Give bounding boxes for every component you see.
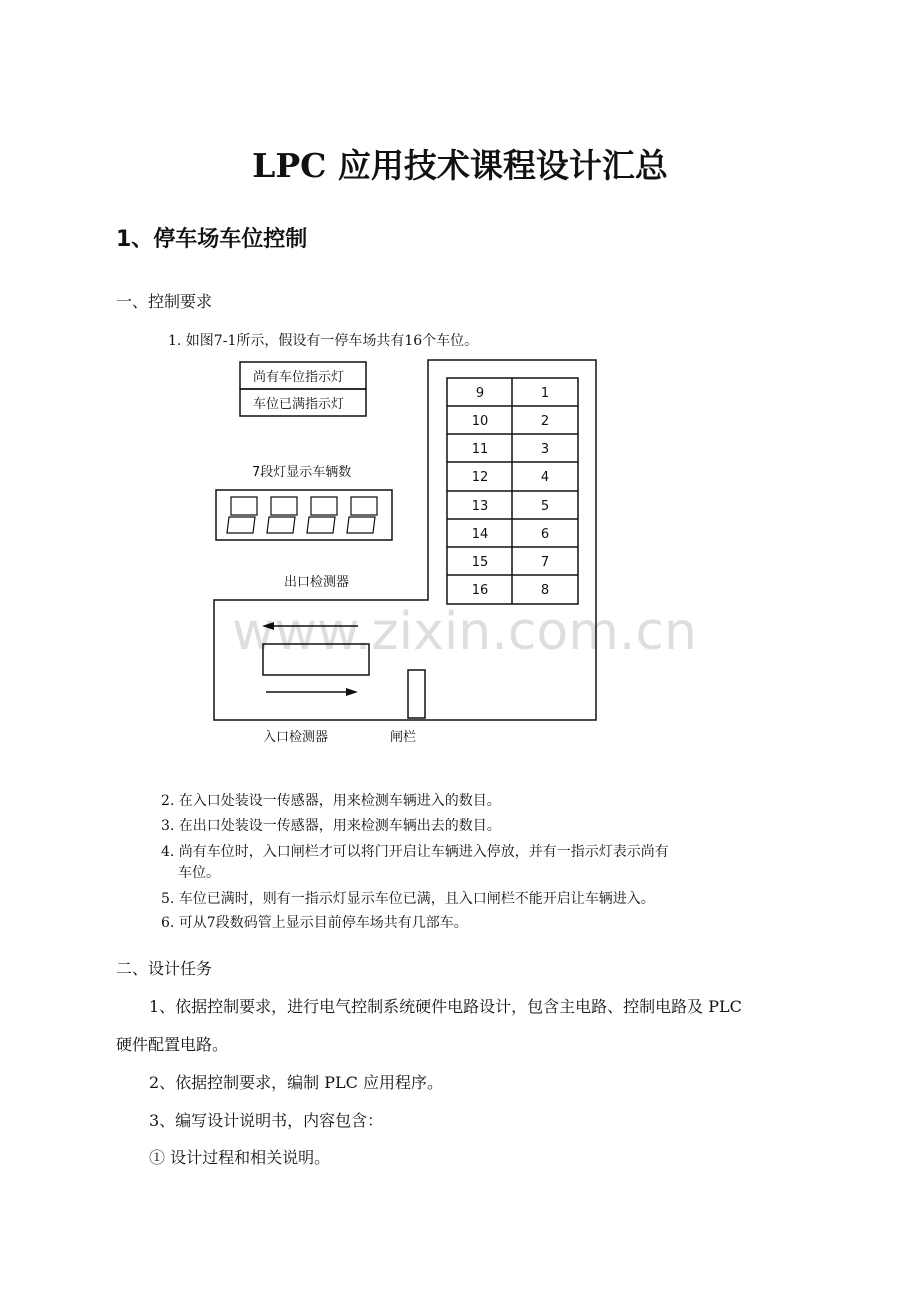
slot-number: 14 xyxy=(471,527,489,542)
entry-arrow-head xyxy=(346,688,358,696)
slot-number: 11 xyxy=(471,442,489,457)
slot-number: 5 xyxy=(540,499,550,514)
watermark: www.zixin.com.cn xyxy=(232,602,697,662)
slot-number: 7 xyxy=(540,555,550,570)
digit-1 xyxy=(227,497,257,533)
gate-label: 闸栏 xyxy=(390,730,417,745)
digit-3 xyxy=(307,497,337,533)
display-label: 7段灯显示车辆数 xyxy=(252,465,352,480)
requirement-3: 3. 在出口处装设一传感器，用来检测车辆出去的数目。 xyxy=(161,818,501,834)
digit-2 xyxy=(267,497,297,533)
slot-number: 6 xyxy=(540,527,550,542)
parking-slot-grid xyxy=(447,378,578,604)
slot-number: 9 xyxy=(475,386,485,401)
task-2: 2、依据控制要求，编制 PLC 应用程序。 xyxy=(149,1073,443,1092)
document-title: LPC 应用技术课程设计汇总 xyxy=(252,146,668,185)
part2-heading: 二、设计任务 xyxy=(116,959,213,978)
indicator-full-label: 车位已满指示灯 xyxy=(253,397,345,412)
requirement-1: 1. 如图7-1所示，假设有一停车场共有16个车位。 xyxy=(168,333,479,349)
slot-number: 16 xyxy=(471,583,489,598)
task-1: 1、依据控制要求，进行电气控制系统硬件电路设计，包含主电路、控制电路及 PLC xyxy=(149,997,742,1016)
entry-detector-label: 入口检测器 xyxy=(263,730,329,745)
digit-4 xyxy=(347,497,377,533)
task-3: 3、编写设计说明书，内容包含： xyxy=(149,1111,384,1130)
requirement-2: 2. 在入口处装设一传感器，用来检测车辆进入的数目。 xyxy=(161,793,501,809)
gate-bar xyxy=(408,670,425,718)
slot-number: 15 xyxy=(471,555,489,570)
slot-number: 1 xyxy=(540,386,550,401)
slot-number: 2 xyxy=(540,414,550,429)
indicator-available-label: 尚有车位指示灯 xyxy=(253,370,345,385)
slot-number: 4 xyxy=(540,470,550,485)
slot-number: 3 xyxy=(540,442,550,457)
slot-number: 13 xyxy=(471,499,489,514)
slot-number: 8 xyxy=(540,583,550,598)
seven-segment-digits xyxy=(227,497,377,533)
requirement-6: 6. 可从7段数码管上显示目前停车场共有几部车。 xyxy=(161,915,468,931)
requirement-4: 4. 尚有车位时，入口闸栏才可以将门开启让车辆进入停放，并有一指示灯表示尚有 xyxy=(161,844,669,860)
requirement-5: 5. 车位已满时，则有一指示灯显示车位已满，且入口闸栏不能开启让车辆进入。 xyxy=(161,891,655,907)
requirement-4-continued: 车位。 xyxy=(178,865,220,881)
slot-number: 10 xyxy=(471,414,489,429)
exit-detector-label: 出口检测器 xyxy=(284,575,350,590)
section-heading: 1、停车场车位控制 xyxy=(116,227,308,252)
task-1-continued: 硬件配置电路。 xyxy=(116,1035,229,1054)
task-3-item-1: ① 设计过程和相关说明。 xyxy=(149,1148,331,1167)
part1-heading: 一、控制要求 xyxy=(116,292,213,311)
slot-number: 12 xyxy=(471,470,489,485)
